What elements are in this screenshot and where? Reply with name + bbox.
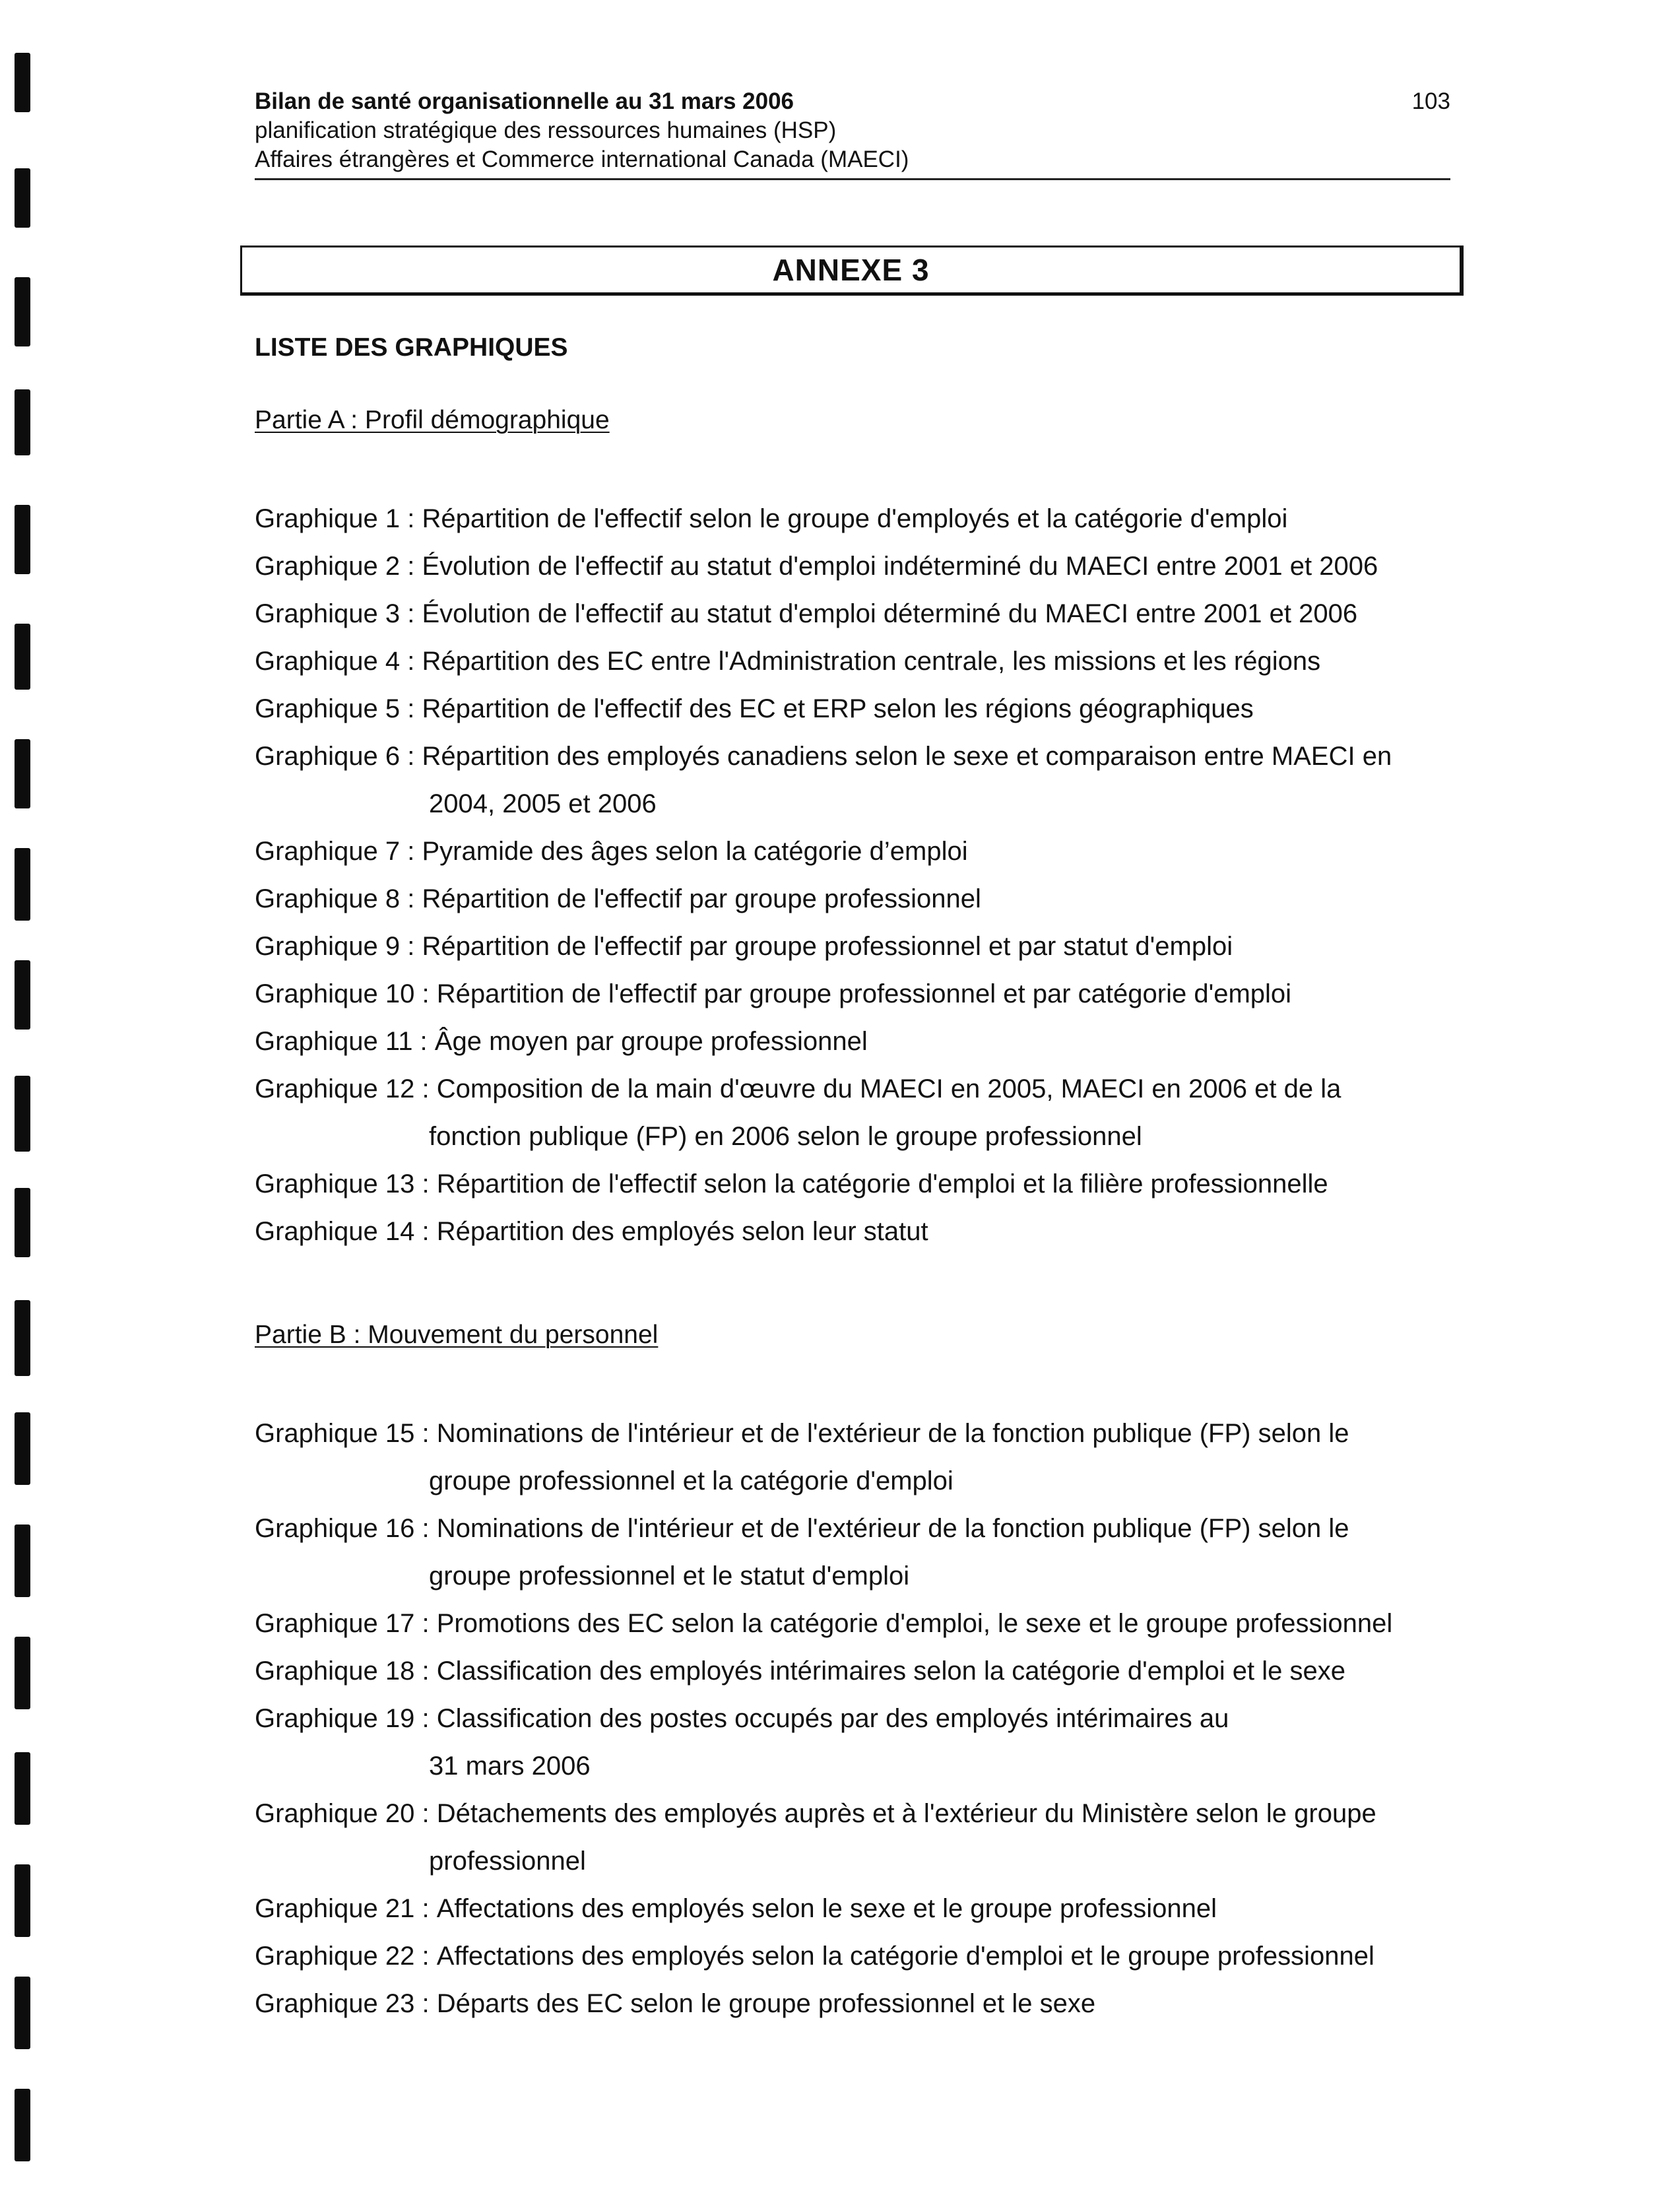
graph-title-continuation: fonction publique (FP) en 2006 selon le groupe professionnel (429, 1122, 1142, 1151)
annex-title: ANNEXE 3 (772, 253, 930, 287)
graph-label: Graphique 17 : (255, 1609, 437, 1638)
list-item (255, 542, 1445, 590)
list-item (255, 590, 1445, 638)
list-item (255, 1600, 1445, 1647)
part-b-title: Partie B : Mouvement du personnel (255, 1321, 659, 1349)
graph-label: Graphique 15 : (255, 1419, 437, 1448)
graph-label: Graphique 3 : (255, 599, 422, 628)
binder-mark (15, 1412, 30, 1485)
graph-title: Évolution de l'effectif au statut d'emploi indéterminé du MAECI entre 2001 et 2006 (422, 552, 1378, 581)
list-title: LISTE DES GRAPHIQUES (255, 333, 568, 362)
binder-mark (15, 1525, 30, 1597)
graph-label: Graphique 4 : (255, 647, 422, 676)
binder-mark (15, 1188, 30, 1257)
graph-title: Promotions des EC selon la catégorie d'emploi, le sexe et le groupe professionnel (436, 1609, 1393, 1638)
list-item (255, 1065, 1445, 1160)
graph-title: Répartition de l'effectif par groupe professionnel et par statut d'emploi (422, 932, 1233, 961)
list-item (255, 1695, 1445, 1790)
list-item (255, 1160, 1445, 1208)
graph-title: Répartition des EC entre l'Administration centrale, les missions et les régions (422, 647, 1321, 676)
graph-title-continuation: groupe professionnel et la catégorie d'emploi (429, 1466, 953, 1495)
graph-label: Graphique 1 : (255, 504, 422, 533)
binder-mark (15, 848, 30, 921)
graph-label: Graphique 5 : (255, 694, 422, 723)
graph-label: Graphique 22 : (255, 1942, 437, 1971)
list-item (255, 1505, 1445, 1600)
header-organization: Affaires étrangères et Commerce international Canada (MAECI) (255, 147, 909, 172)
graph-title: Pyramide des âges selon la catégorie d’emploi (422, 837, 968, 866)
list-item (255, 1790, 1445, 1885)
graph-title-continuation: groupe professionnel et le statut d'emploi (429, 1561, 910, 1590)
binder-mark (15, 1076, 30, 1152)
binder-mark (15, 1300, 30, 1376)
graph-title: Répartition de l'effectif par groupe professionnel (422, 884, 981, 913)
graph-title: Affectations des employés selon le sexe et le groupe professionnel (436, 1894, 1217, 1923)
list-item (255, 638, 1445, 685)
graph-label: Graphique 2 : (255, 552, 422, 581)
page-number: 103 (1411, 88, 1450, 114)
graph-label: Graphique 6 : (255, 742, 422, 771)
header-subtitle: planification stratégique des ressources humaines (HSP) (255, 117, 837, 143)
list-item (255, 1018, 1445, 1065)
list-item (255, 1647, 1445, 1695)
graph-title: Nominations de l'intérieur et de l'extérieur de la fonction publique (FP) selon le (436, 1419, 1349, 1448)
graph-title: Affectations des employés selon la catégorie d'emploi et le groupe professionnel (436, 1942, 1374, 1971)
binder-mark (15, 389, 30, 455)
list-item (255, 1410, 1445, 1505)
graph-label: Graphique 21 : (255, 1894, 437, 1923)
graph-title: Nominations de l'intérieur et de l'extérieur de la fonction publique (FP) selon le (436, 1514, 1349, 1543)
binder-mark (15, 1977, 30, 2049)
graph-label: Graphique 13 : (255, 1169, 437, 1198)
graph-title: Âge moyen par groupe professionnel (434, 1027, 868, 1056)
list-item (255, 1208, 1445, 1255)
binder-mark (15, 168, 30, 228)
list-item (255, 828, 1445, 875)
binder-mark (15, 1752, 30, 1825)
running-header (255, 87, 1450, 180)
graph-title-continuation: professionnel (429, 1847, 586, 1876)
graph-title: Répartition de l'effectif selon la catégorie d'emploi et la filière professionnelle (436, 1169, 1328, 1198)
graph-label: Graphique 8 : (255, 884, 422, 913)
graph-title: Répartition de l'effectif selon le groupe d'employés et la catégorie d'emploi (422, 504, 1288, 533)
graph-label: Graphique 19 : (255, 1704, 437, 1733)
header-title: Bilan de santé organisationnelle au 31 mars 2006 (255, 88, 794, 114)
binder-mark (15, 277, 30, 346)
binder-mark (15, 739, 30, 808)
list-item (255, 495, 1445, 542)
graph-label: Graphique 12 : (255, 1074, 437, 1103)
graph-label: Graphique 14 : (255, 1217, 437, 1246)
graph-title: Détachements des employés auprès et à l'extérieur du Ministère selon le groupe (436, 1799, 1376, 1828)
part-a-title: Partie A : Profil démographique (255, 406, 610, 434)
list-item (255, 875, 1445, 923)
binder-mark (15, 624, 30, 690)
graph-label: Graphique 7 : (255, 837, 422, 866)
graph-title: Composition de la main d'œuvre du MAECI en 2005, MAECI en 2006 et de la (436, 1074, 1341, 1103)
graph-title-continuation: 2004, 2005 et 2006 (429, 789, 657, 818)
graph-label: Graphique 16 : (255, 1514, 437, 1543)
list-item (255, 1980, 1445, 2027)
graph-label: Graphique 18 : (255, 1656, 437, 1686)
graph-title: Répartition de l'effectif par groupe professionnel et par catégorie d'emploi (436, 979, 1292, 1008)
graph-title: Évolution de l'effectif au statut d'emploi déterminé du MAECI entre 2001 et 2006 (422, 599, 1358, 628)
binder-mark (15, 505, 30, 574)
graph-title: Répartition de l'effectif des EC et ERP selon les régions géographiques (422, 694, 1254, 723)
graph-title: Classification des employés intérimaires selon la catégorie d'emploi et le sexe (436, 1656, 1345, 1686)
binder-mark (15, 1637, 30, 1709)
list-item (255, 1885, 1445, 1932)
list-item (255, 733, 1445, 828)
list-item (255, 970, 1445, 1018)
graph-label: Graphique 23 : (255, 1989, 437, 2018)
binder-mark (15, 960, 30, 1030)
list-item (255, 1932, 1445, 1980)
graph-label: Graphique 9 : (255, 932, 422, 961)
part-a-entry-list (255, 495, 1445, 1255)
graph-label: Graphique 11 : (255, 1027, 435, 1056)
binder-mark (15, 1864, 30, 1937)
graph-label: Graphique 10 : (255, 979, 437, 1008)
graph-title: Répartition des employés selon leur statut (436, 1217, 928, 1246)
graph-title: Répartition des employés canadiens selon le sexe et comparaison entre MAECI en (422, 742, 1392, 771)
list-item (255, 923, 1445, 970)
part-b-entry-list (255, 1410, 1445, 2027)
annex-heading-box (240, 246, 1464, 296)
graph-title-continuation: 31 mars 2006 (429, 1752, 591, 1781)
binder-mark (15, 2089, 30, 2161)
graph-label: Graphique 20 : (255, 1799, 437, 1828)
list-item (255, 685, 1445, 733)
graph-title: Départs des EC selon le groupe professionnel et le sexe (436, 1989, 1096, 2018)
graph-title: Classification des postes occupés par des employés intérimaires au (436, 1704, 1229, 1733)
binder-mark (15, 53, 30, 112)
